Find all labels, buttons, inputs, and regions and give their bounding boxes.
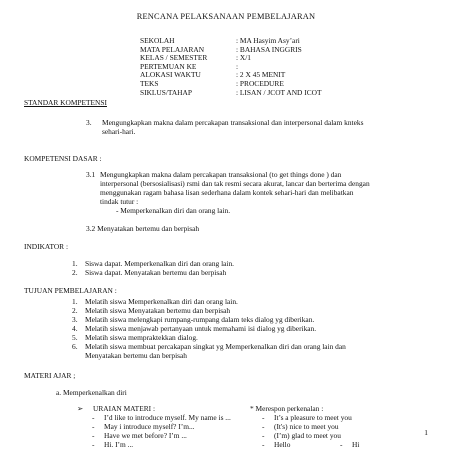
kd-text-line: tindak tutur : — [100, 197, 139, 206]
kd-text-line: Mengungkapkan makna dalam percakapan transaksional (to get things done ) dan — [100, 170, 342, 179]
kd-text-line: interpersonal (bersosialisasi) rsmi dan tak resmi secara akurat, lancar dan berterima dengan — [100, 179, 370, 188]
respon-item-text: Hi — [352, 440, 360, 449]
sk-text-line: Mengungkapkan makna dalam percakapan transaksional dan interpersonal dalam knteks — [102, 118, 364, 127]
tujuan-item — [72, 315, 314, 324]
info-value: : BAHASA INGGRIS — [236, 44, 302, 54]
respon-item — [340, 440, 359, 449]
item-number: 3. — [72, 315, 78, 324]
sk-number: 3. — [86, 118, 92, 127]
dash-bullet: - — [92, 440, 95, 449]
info-key: PERTEMUAN KE — [140, 61, 197, 71]
tujuan-item — [72, 342, 346, 351]
info-row — [140, 62, 321, 71]
uraian-item — [92, 422, 195, 431]
tujuan-item — [72, 324, 316, 333]
indikator-item — [72, 268, 226, 277]
item-number: 6. — [72, 342, 78, 351]
info-key: KELAS / SEMESTER — [140, 53, 208, 63]
kd-text-line: menggunakan ragam bahasa lisan sederhana dalam kontek sehari-hari dan melibatkan — [100, 188, 354, 197]
materi-heading: MATERI AJAR ; — [24, 371, 76, 380]
kd-text-line: - Memperkenalkan diri dan orang lain. — [116, 206, 231, 215]
info-row — [140, 36, 321, 45]
info-value: : PROCEDURE — [236, 78, 284, 88]
item-number: 1. — [72, 259, 78, 268]
tujuan-item-continuation: Menyatakan bertemu dan berpisah — [85, 351, 187, 360]
info-row — [140, 88, 321, 97]
info-row — [140, 70, 321, 79]
info-key: SEKOLAH — [140, 36, 175, 45]
tujuan-heading: TUJUAN PEMBELAJARAN : — [24, 286, 117, 295]
info-value: : 2 X 45 MENIT — [236, 70, 286, 80]
info-row — [140, 79, 321, 88]
uraian-item-text: May i introduce myself? I’m... — [104, 422, 195, 431]
item-number: 4. — [72, 324, 78, 333]
uraian-item — [92, 440, 133, 449]
uraian-item-text: Hi. I’m ... — [104, 440, 134, 449]
tujuan-item — [72, 297, 238, 306]
info-value: : — [236, 61, 239, 71]
item-number: 2. — [72, 268, 78, 277]
uraian-item-text: Have we met before? I’m ... — [104, 431, 187, 440]
uraian-item — [92, 431, 187, 440]
item-text: Melatih siswa Memperkenalkan diri dan orang lain. — [85, 297, 238, 306]
item-text: Melatih siswa membuat percakapan singkat yg Memperkenalkan diri dan orang lain dan — [85, 342, 346, 351]
item-number: 1. — [72, 297, 78, 306]
info-key: TEKS — [140, 78, 159, 88]
kd-number: 3.1 — [86, 170, 96, 179]
dash-bullet: - — [92, 422, 95, 431]
respon-item — [262, 422, 339, 431]
item-number: 2. — [72, 306, 78, 315]
item-text: Melatih siswa menjawab pertanyaan untuk memahami isi dialog yg diberikan. — [85, 324, 317, 333]
dash-bullet: - — [340, 440, 343, 449]
uraian-label: URAIAN MATERI : — [93, 404, 155, 413]
respon-item-text: Hello — [274, 440, 291, 449]
info-row — [140, 45, 321, 54]
respon-item — [262, 413, 352, 422]
page-number: 1 — [424, 428, 428, 437]
respon-item — [262, 431, 341, 440]
indikator-heading: INDIKATOR : — [24, 242, 68, 251]
info-key: SIKLUS/TAHAP — [140, 87, 192, 97]
item-text: Siswa dapat. Memperkenalkan diri dan orang lain. — [85, 259, 234, 268]
indikator-item — [72, 259, 234, 268]
item-text: Melatih siswa melengkapi rumpang-rumpang dalam teks dialog yg diberikan. — [85, 315, 315, 324]
item-text: Melatih siswa Menyatakan bertemu dan berpisah — [85, 306, 231, 315]
respon-item-text: (I’m) glad to meet you — [274, 431, 341, 440]
dash-bullet: - — [262, 431, 265, 440]
tujuan-item — [72, 333, 198, 342]
respon-item — [262, 440, 290, 449]
document-title: RENCANA PELAKSANAAN PEMBELAJARAN — [136, 12, 316, 21]
item-text: Melatih siswa mempraktekkan dialog. — [85, 333, 198, 342]
sk-text-line: sehari-hari. — [102, 127, 136, 136]
arrow-bullet-icon: ➢ — [77, 404, 84, 413]
sk-heading: STANDAR KOMPETENSI — [24, 98, 107, 107]
dash-bullet: - — [262, 440, 265, 449]
respon-item-text: (It's) nice to meet you — [274, 422, 339, 431]
info-row — [140, 53, 321, 62]
identity-table — [140, 36, 321, 96]
uraian-item-text: I’d like to introduce myself. My name is ... — [104, 413, 231, 422]
info-value: : X/1 — [236, 53, 251, 63]
materi-sub-a: a. Memperkenalkan diri — [56, 388, 127, 397]
respon-label: * Merespon perkenalan : — [250, 404, 324, 413]
info-key: MATA PELAJARAN — [140, 44, 205, 54]
respon-item-text: It’s a pleasure to meet you — [274, 413, 352, 422]
info-value: : LISAN / JCOT AND ICOT — [236, 87, 322, 97]
dash-bullet: - — [92, 413, 95, 422]
tujuan-item — [72, 306, 230, 315]
kd-item-3-2: 3.2 Menyatakan bertemu dan berpisah — [86, 224, 200, 233]
dash-bullet: - — [262, 422, 265, 431]
dash-bullet: - — [262, 413, 265, 422]
dash-bullet: - — [92, 431, 95, 440]
kd-heading: KOMPETENSI DASAR : — [24, 154, 102, 163]
item-number: 5. — [72, 333, 78, 342]
info-key: ALOKASI WAKTU — [140, 70, 201, 80]
item-text: Siswa dapat. Menyatakan bertemu dan berpisah — [85, 268, 227, 277]
uraian-item — [92, 413, 231, 422]
info-value: : MA Hasyim Asy’ari — [236, 36, 300, 45]
